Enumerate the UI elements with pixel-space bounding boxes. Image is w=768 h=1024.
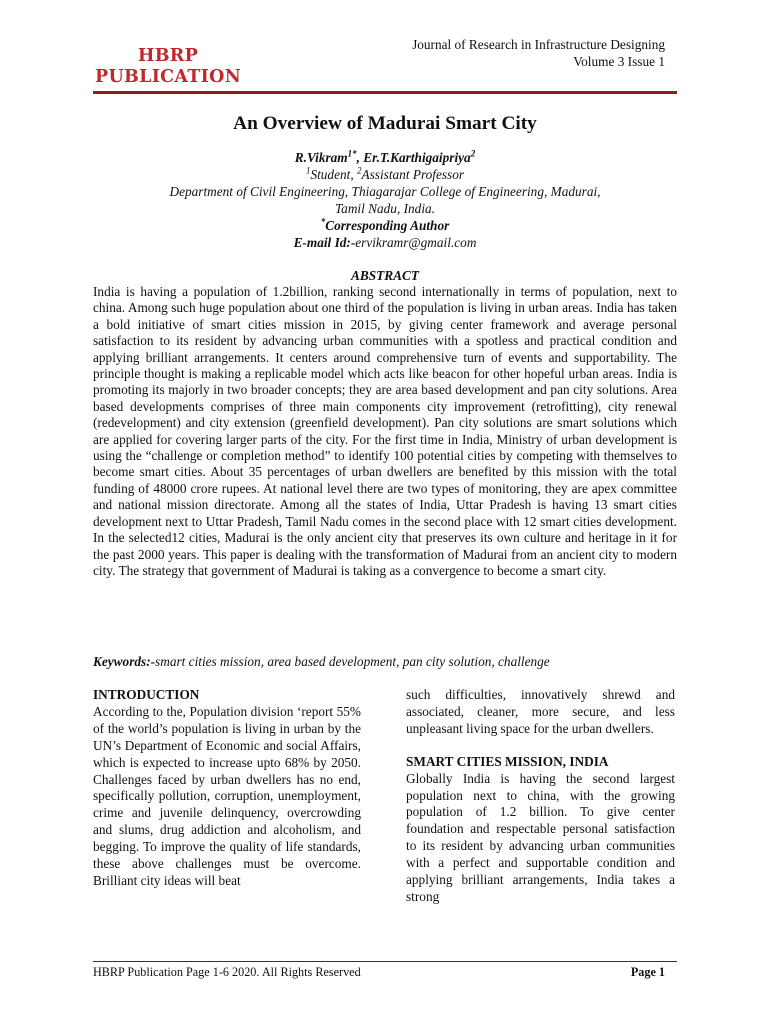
author-names xyxy=(93,150,677,167)
header-rule xyxy=(93,91,677,94)
logo-line-2: PUBLICATION xyxy=(94,67,241,87)
abstract-heading: ABSTRACT xyxy=(351,268,419,283)
introduction-heading: INTRODUCTION xyxy=(93,687,200,702)
smart-cities-mission-text: Globally India is having the second largest population next to china, with the growing population of 1.2 billion. To give center foundation and respectable personal satisfaction to its resident by advancing urban communities with a perfect and supportable condition and applying brilliant arrangements, India takes a strong xyxy=(406,770,675,904)
role-1: Student, xyxy=(310,166,357,182)
keywords xyxy=(93,654,677,670)
email-address[interactable]: ervikramr@gmail.com xyxy=(355,234,477,250)
email-label: E-mail Id:- xyxy=(293,234,356,250)
role-2-sup: 2 xyxy=(356,165,362,176)
journal-info xyxy=(360,37,665,70)
role-1-sup: 1 xyxy=(305,165,311,176)
journal-name: Journal of Research in Infrastructure Designing xyxy=(412,37,665,52)
author-block xyxy=(93,150,677,251)
author-1-sup: 1* xyxy=(347,148,357,159)
footer-rule xyxy=(93,961,677,962)
footer-copyright: HBRP Publication Page 1-6 2020. All Rights Reserved xyxy=(93,965,361,979)
introduction-continued: such difficulties, innovatively shrewd and associated, cleaner, more secure, and less unpleasant living space for the urban dwellers. xyxy=(406,687,675,736)
publisher-logo xyxy=(93,46,243,88)
abstract-text: India is having a population of 1.2billion, ranking second internationally in terms of population, next to china. Among such huge population about one third of the population is living in urban areas. India has taken a bold initiative of smart cities mission in 2015, by giving center framework and average personal satisfaction to its resident by advancing urban communities with a spotless and practical condition and applying brilliant arrangements. It centers around comprehensive turn of events and supportability. The principle thought is making a replicable model which acts like beacon for other hopeful urban areas. India is promoting its majorly in two broader concepts; they are area based development and pan city solutions. Area based developments comprises of three main components city improvement (retrofitting), city renewal (redevelopment) and city extension (greenfield development). Pan city solutions are smart solutions which are applied for covering larger parts of the city. For the first time in India, Ministry of urban development is using the “challenge or completion method” to identify 100 potential cities by competing with themselves to become smart cities. About 35 percentages of urban dwellers are benefited by this mission with the total funding of 48000 crore rupees. At national level there are two types of monitoring, they are apex committee and national mission directorate. Among all the states of India, Uttar Pradesh is having 13 smart cities development next to Uttar Pradesh, Tamil Nadu comes in the second place with 12 smart cities development. In the selected12 cities, Madurai is the only ancient city that preserves its own culture and heritage in it for the past 2000 years. This paper is dealing with the transformation of Madurai from an ancient city to modern city. The strategy that government of Madurai is taking as a convergence to become a smart city. xyxy=(93,284,677,578)
corresponding-author xyxy=(93,218,677,235)
affiliation-line-2: Tamil Nadu, India. xyxy=(335,200,435,216)
affiliation-line-1: Department of Civil Engineering, Thiagarajar College of Engineering, Madurai, xyxy=(169,183,601,199)
left-column xyxy=(93,687,361,890)
keywords-label: Keywords:- xyxy=(93,654,156,669)
page-number: Page 1 xyxy=(630,965,665,979)
author-1: R.Vikram xyxy=(294,150,348,165)
keywords-text: smart cities mission, area based development, pan city solution, challenge xyxy=(155,654,550,669)
author-roles xyxy=(93,167,677,184)
author-2-sup: 2 xyxy=(470,148,476,159)
right-column xyxy=(406,687,675,906)
section-gap xyxy=(406,738,675,754)
volume-issue: Volume 3 Issue 1 xyxy=(573,53,665,69)
corresponding-label: Corresponding Author xyxy=(325,217,450,233)
corresponding-sup: * xyxy=(320,216,326,227)
author-2: Er.T.Karthigaipriya xyxy=(363,150,471,165)
logo-line-1: HBRP xyxy=(137,46,199,66)
author-separator: , xyxy=(356,150,364,165)
introduction-text: According to the, Population division ‘report 55% of the world’s population is living in urban by the UN’s Department of Economic and social Affairs, which is expected to increase upto 68% by 2050. Challenges faced by urban dwellers has no end, specifically pollution, corruption, unemployment, crime and juvenile delinquency, overcrowding and slums, drug addiction and alcoholism, and begging. To improve the quality of life standards, these above challenges must be overcome. Brilliant city ideas will beat xyxy=(93,703,361,888)
email-line xyxy=(93,235,677,252)
paper-title: An Overview of Madurai Smart City xyxy=(233,113,537,134)
role-2: Assistant Professor xyxy=(361,166,465,182)
smart-cities-mission-heading: SMART CITIES MISSION, INDIA xyxy=(406,753,609,769)
